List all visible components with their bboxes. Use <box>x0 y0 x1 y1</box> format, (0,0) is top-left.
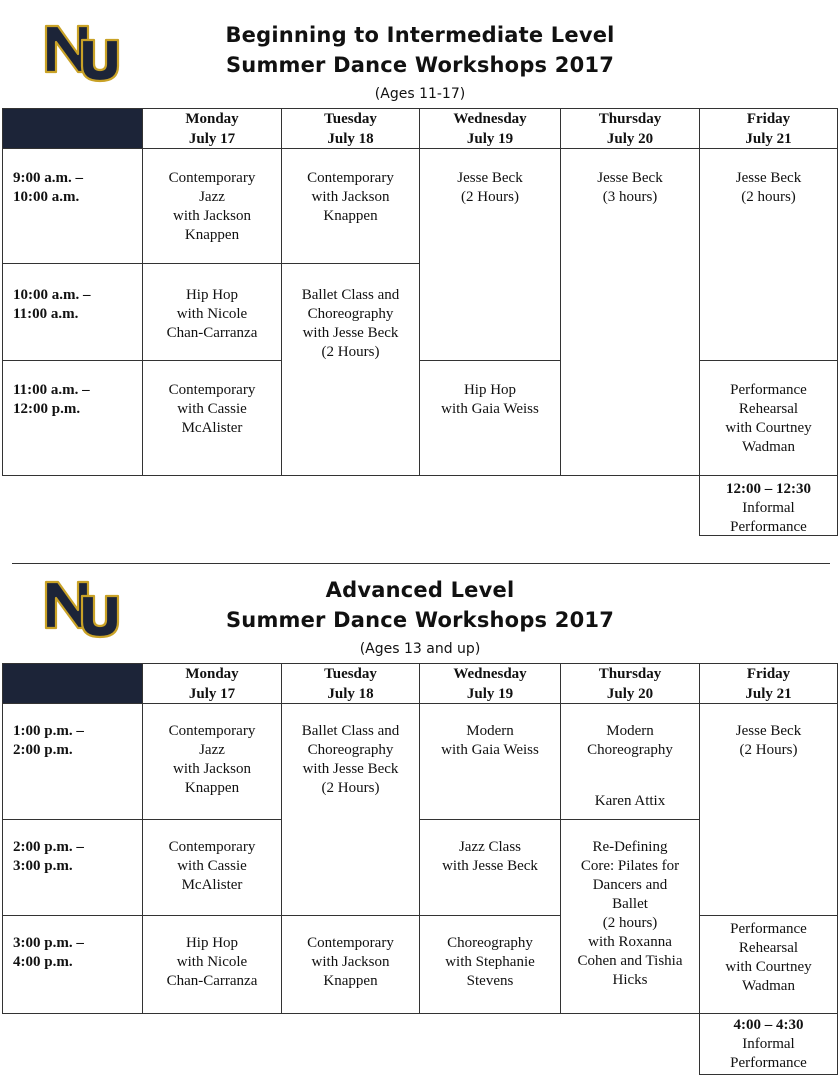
class-tue-1: Ballet Class and Choreography with Jesse Beck (2 Hours) <box>281 703 420 916</box>
instructor-name: Karen Attix <box>594 793 666 809</box>
time-slot-3: 3:00 p.m. – 4:00 p.m. <box>2 915 143 1014</box>
class-tue-2: Ballet Class and Choreography with Jesse Beck (2 Hours) <box>281 263 420 476</box>
header-tuesday: Tuesday July 18 <box>281 663 420 704</box>
header-friday: Friday July 21 <box>699 108 838 149</box>
header-friday: Friday July 21 <box>699 663 838 704</box>
header-wednesday: Wednesday July 19 <box>419 108 561 149</box>
class-tue-3: Contemporary with Jackson Knappen <box>281 915 420 1014</box>
class-fri-1: Jesse Beck (2 hours) <box>699 148 838 361</box>
class-tue-1: Contemporary with Jackson Knappen <box>281 148 420 264</box>
header-corner <box>2 108 143 149</box>
page-title <box>150 575 690 635</box>
class-mon-2: Hip Hop with Nicole Chan-Carranza <box>142 263 282 361</box>
informal-performance: 12:00 – 12:30 Informal Performance <box>699 475 838 536</box>
header-wednesday: Wednesday July 19 <box>419 663 561 704</box>
empty-row <box>2 475 700 482</box>
class-mon-3: Contemporary with Cassie McAlister <box>142 360 282 476</box>
time-slot-1: 9:00 a.m. – 10:00 a.m. <box>2 148 143 264</box>
class-mon-1: Contemporary Jazz with Jackson Knappen <box>142 703 282 820</box>
time-slot-2: 2:00 p.m. – 3:00 p.m. <box>2 819 143 916</box>
nu-logo-icon <box>42 574 122 640</box>
time-slot-2: 10:00 a.m. – 11:00 a.m. <box>2 263 143 361</box>
title-line-2: Summer Dance Workshops 2017 <box>225 608 615 632</box>
header-thursday: Thursday July 20 <box>560 108 700 149</box>
title-line-1: Advanced Level <box>325 578 515 602</box>
header-monday: Monday July 17 <box>142 663 282 704</box>
advanced-section <box>0 570 840 1076</box>
age-range: (Ages 13 and up) <box>359 641 481 657</box>
class-fri-1: Jesse Beck (2 Hours) <box>699 703 838 916</box>
class-mon-3: Hip Hop with Nicole Chan-Carranza <box>142 915 282 1014</box>
class-thu-1: Modern Choreography Karen Attix <box>560 703 700 820</box>
header-tuesday: Tuesday July 18 <box>281 108 420 149</box>
title-line-1: Beginning to Intermediate Level <box>225 23 615 47</box>
class-mon-1: Contemporary Jazz with Jackson Knappen <box>142 148 282 264</box>
age-range: (Ages 11-17) <box>374 86 466 102</box>
class-wed-1: Jesse Beck (2 Hours) <box>419 148 561 361</box>
informal-performance: 4:00 – 4:30 Informal Performance <box>699 1013 838 1075</box>
page-title <box>150 20 690 80</box>
class-mon-2: Contemporary with Cassie McAlister <box>142 819 282 916</box>
class-wed-1: Modern with Gaia Weiss <box>419 703 561 820</box>
header-monday: Monday July 17 <box>142 108 282 149</box>
class-wed-2: Jazz Class with Jesse Beck <box>419 819 561 916</box>
class-thu-1: Jesse Beck (3 hours) <box>560 148 700 476</box>
class-thu-2: Re-Defining Core: Pilates for Dancers and Ballet (2 hours) with Roxanna Cohen and Tishia Hicks <box>560 819 700 1014</box>
time-slot-1: 1:00 p.m. – 2:00 p.m. <box>2 703 143 820</box>
class-fri-3: Performance Rehearsal with Courtney Wadman <box>699 360 838 476</box>
empty-row <box>2 1013 700 1020</box>
nu-logo-icon <box>42 18 122 84</box>
header-thursday: Thursday July 20 <box>560 663 700 704</box>
class-wed-3: Hip Hop with Gaia Weiss <box>419 360 561 476</box>
class-wed-3: Choreography with Stephanie Stevens <box>419 915 561 1014</box>
title-line-2: Summer Dance Workshops 2017 <box>225 53 615 77</box>
class-fri-3: Performance Rehearsal with Courtney Wadman <box>699 915 838 1014</box>
section-divider <box>12 563 830 564</box>
header-corner <box>2 663 143 704</box>
time-slot-3: 11:00 a.m. – 12:00 p.m. <box>2 360 143 476</box>
